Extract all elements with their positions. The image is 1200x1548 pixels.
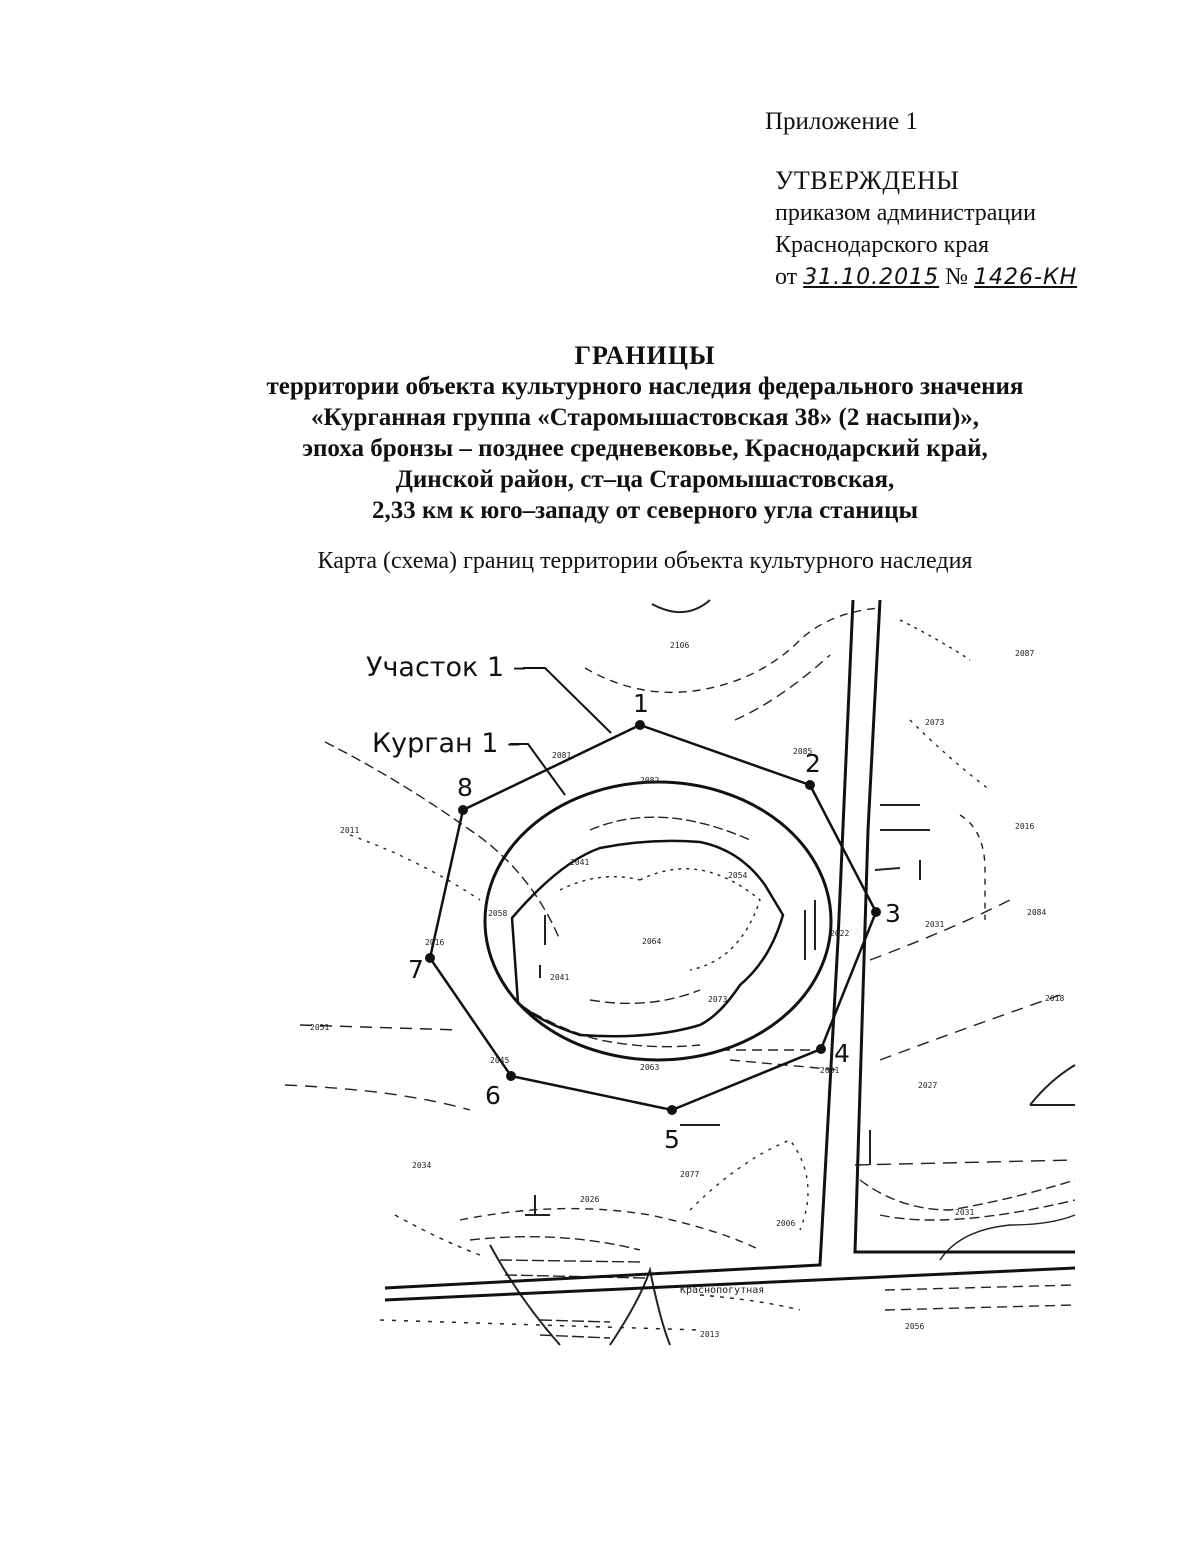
elevation-mark: 2031 (820, 1066, 840, 1075)
elevation-mark: 2031 (955, 1208, 975, 1217)
date-prefix: от (775, 264, 798, 290)
boundary-point-2 (805, 780, 815, 790)
order-date-number (775, 261, 1077, 294)
elevation-mark: 2027 (918, 1081, 938, 1090)
elevation-mark: 2045 (490, 1056, 510, 1065)
point-label-7: 7 (408, 955, 424, 984)
point-label-2: 2 (805, 749, 821, 778)
point-label-3: 3 (885, 899, 901, 928)
boundary-point-7 (425, 953, 435, 963)
boundary-point-3 (871, 907, 881, 917)
order-line-1: приказом администрации (775, 200, 1036, 226)
elevation-mark: 2018 (1045, 994, 1065, 1003)
elevation-mark: 2077 (680, 1170, 700, 1179)
elevation-mark: 2085 (793, 747, 813, 756)
elevation-mark: 2041 (550, 973, 570, 982)
elevation-mark: 2026 (580, 1195, 600, 1204)
number-prefix: № (945, 264, 969, 290)
elevation-mark: 2013 (700, 1330, 720, 1339)
contour-lines (285, 600, 1075, 1345)
elevation-mark: 2106 (670, 641, 690, 650)
elevation-mark: 2031 (925, 920, 945, 929)
title-line-3: эпоха бронзы – позднее средневековье, Краснодарский край, (302, 435, 988, 462)
elevation-mark: 2011 (340, 826, 360, 835)
elevation-mark: 2087 (1015, 649, 1035, 658)
elevation-mark: 2063 (640, 1063, 660, 1072)
point-label-1: 1 (633, 689, 649, 718)
boundary-point-4 (816, 1044, 826, 1054)
elevation-mark: 2034 (412, 1161, 432, 1170)
title-line-1: территории объекта культурного наследия федерального значения (266, 373, 1024, 400)
plot-callout-label: Участок 1 – (366, 652, 527, 683)
order-line-2: Краснодарского края (775, 232, 990, 258)
elevation-mark: 2051 (310, 1023, 330, 1032)
elevation-mark: 2006 (776, 1219, 796, 1228)
approved-heading: УТВЕРЖДЕНЫ (775, 166, 960, 195)
elevation-mark: 2054 (728, 871, 748, 880)
elevation-mark: 2084 (1027, 908, 1047, 917)
order-date: 31.10.2015 (803, 265, 940, 290)
map-caption: Карта (схема) границ территории объекта культурного наследия (317, 548, 973, 574)
title-line-5: 2,33 км к юго–западу от северного угла станицы (371, 497, 919, 524)
document-title (0, 340, 1200, 526)
elevation-mark: 2073 (925, 718, 945, 727)
elevation-mark: 2016 (1015, 822, 1035, 831)
point-label-6: 6 (485, 1081, 501, 1110)
elevation-mark: 2064 (642, 937, 662, 946)
mound-boundary (485, 782, 831, 1060)
title-heading: ГРАНИЦЫ (574, 341, 716, 370)
boundary-point-8 (458, 805, 468, 815)
appendix-label: Приложение 1 (765, 108, 918, 135)
point-label-4: 4 (834, 1039, 850, 1068)
elevation-mark: 2041 (570, 858, 590, 867)
elevation-mark: 2082 (640, 776, 660, 785)
elevation-mark: 2016 (425, 938, 445, 947)
boundary-point-1 (635, 720, 645, 730)
approval-block (775, 165, 1077, 294)
elevation-mark: 2073 (708, 995, 728, 1004)
elevation-mark: 2022 (830, 929, 850, 938)
order-number: 1426-КН (974, 265, 1078, 290)
boundary-map (0, 590, 1200, 1390)
point-label-5: 5 (664, 1125, 680, 1154)
elevation-mark: 2056 (905, 1322, 925, 1331)
title-line-2: «Курганная группа «Старомышастовская 38» (2 насыпи)», (310, 404, 980, 431)
road-label: Краснопогутная (680, 1285, 765, 1296)
elevation-mark: 2081 (552, 751, 572, 760)
plot-callout-leader (523, 668, 611, 733)
title-line-4: Динской район, ст–ца Старомышастовская, (395, 466, 895, 493)
boundary-point-5 (667, 1105, 677, 1115)
boundary-point-6 (506, 1071, 516, 1081)
point-label-8: 8 (457, 773, 473, 802)
mound-callout-label: Курган 1 – (372, 728, 521, 759)
elevation-mark: 2058 (488, 909, 508, 918)
